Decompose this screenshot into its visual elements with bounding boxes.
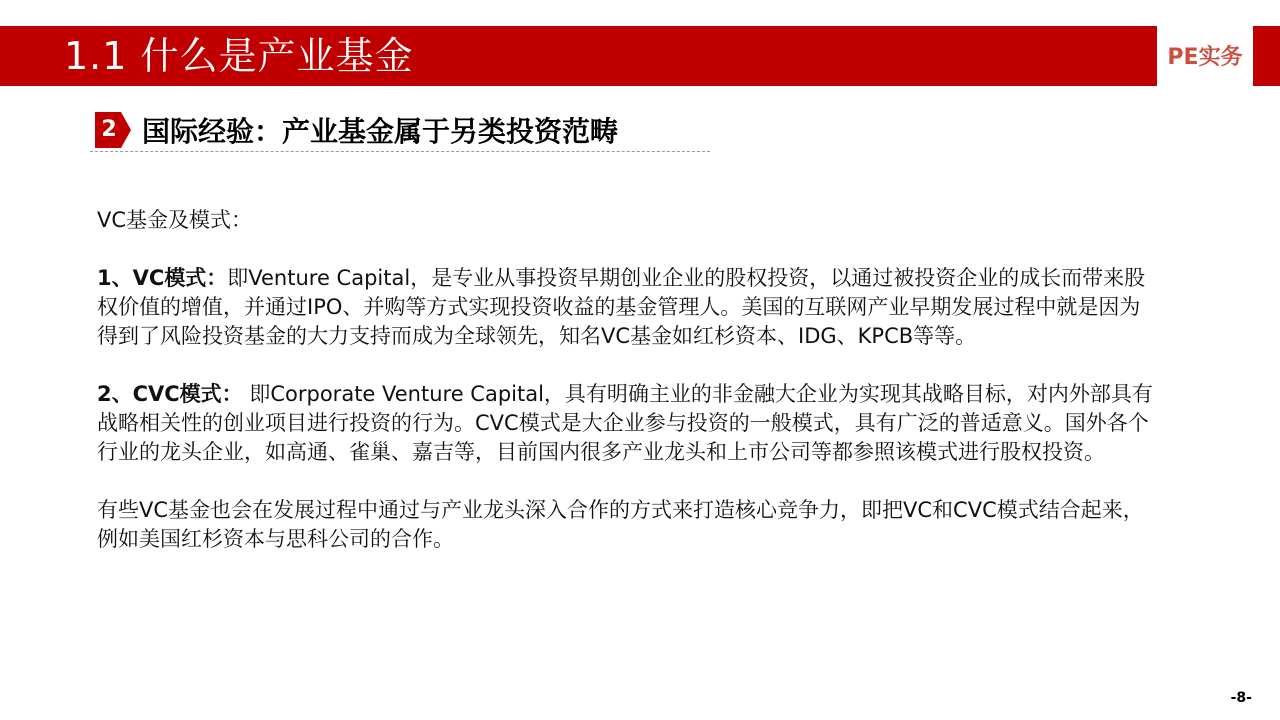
page-title: 1.1 什么是产业基金 [64, 34, 414, 78]
brand-logo-text: PE实务 [1167, 45, 1243, 70]
section-divider [90, 151, 710, 152]
cvc-paragraph [97, 380, 1157, 467]
vc-text: 即Venture Capital，是专业从事投资早期创业企业的股权投资，以通过被投资企业的成长而带来股权价值的增值，并通过IPO、并购等方式实现投资收益的基金管理人。美国的互联网产业早期发展过程中就是因为得到了风险投资基金的大力支持而成为全球领先，知名VC基金如红杉资本、IDG、KPCB等等。 [97, 266, 1146, 348]
page-number: -8- [1230, 690, 1252, 706]
vc-label: 1、VC模式： [97, 266, 228, 290]
intro-paragraph: VC基金及模式： [97, 208, 253, 232]
content-body [97, 206, 1157, 554]
section-heading: 国际经验：产业基金属于另类投资范畴 [142, 115, 619, 148]
vc-paragraph [97, 264, 1157, 351]
paragraph-gap [97, 467, 1157, 496]
cvc-label: 2、CVC模式： [97, 382, 243, 406]
brand-logo [1157, 26, 1253, 86]
paragraph-gap [97, 235, 1157, 264]
section-number: 2 [101, 117, 117, 142]
cvc-text: 即Corporate Venture Capital，具有明确主业的非金融大企业为实现其战略目标，对内外部具有战略相关性的创业项目进行投资的行为。CVC模式是大企业参与投资的一般模式，具有广泛的普适意义。国外各个行业的龙头企业，如高通、雀巢、嘉吉等，目前国内很多产业龙头和上市公司等都参照该模式进行股权投资。 [97, 382, 1153, 464]
summary-paragraph: 有些VC基金也会在发展过程中通过与产业龙头深入合作的方式来打造核心竞争力，即把VC和CVC模式结合起来，例如美国红杉资本与思科公司的合作。 [97, 498, 1144, 551]
paragraph-gap [97, 351, 1157, 380]
